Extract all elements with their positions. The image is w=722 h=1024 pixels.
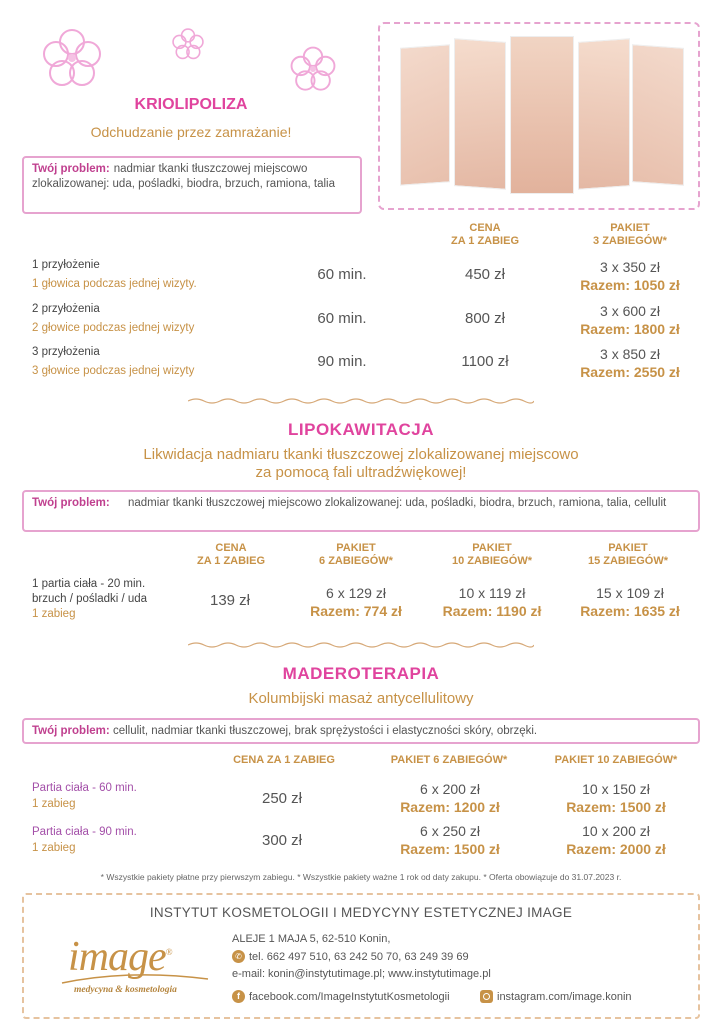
problem-text: nadmiar tkanki tłuszczowej miejscowo zlokalizowanej: uda, pośladki, biodra, brzuch, ramiona, talia, cellulit <box>128 497 667 509</box>
section-subtitle: za pomocą fali ultradźwiękowej! <box>255 464 467 481</box>
package-price: 3 x 350 zł Razem: 1050 zł <box>580 259 680 293</box>
instagram-icon <box>480 990 493 1003</box>
package-price: 10 x 200 zł Razem: 2000 zł <box>566 823 666 857</box>
problem-text: cellulit, nadmiar tkanki tłuszczowej, brak sprężystości i elastyczności skóry, obrzęki. <box>112 725 538 737</box>
body-photo <box>632 44 684 186</box>
section-subtitle: Likwidacja nadmiaru tkanki tłuszczowej zlokalizowanej miejscowo <box>143 446 579 463</box>
body-photo <box>510 36 574 194</box>
section-divider <box>188 396 534 406</box>
section-title: KRIOLIPOLIZA <box>134 96 248 113</box>
flower-decoration <box>42 28 102 88</box>
price: 450 zł <box>464 266 506 283</box>
address: ALEJE 1 MAJA 5, 62-510 Konin, <box>232 933 391 945</box>
problem-label: Twój problem: <box>32 497 110 509</box>
price: 139 zł <box>209 592 251 609</box>
column-header: CENA ZA 1 ZABIEG <box>233 754 335 766</box>
column-header: CENA ZA 1 ZABIEG <box>450 222 520 247</box>
price: 1100 zł <box>461 353 509 370</box>
phone-line: ✆ tel. 662 497 510, 63 242 50 70, 63 249 39 69 <box>232 950 469 963</box>
logo-subtitle: medycyna & kosmetologia <box>74 985 177 995</box>
duration: 90 min. <box>317 353 367 370</box>
price: 300 zł <box>261 832 303 849</box>
facebook-link[interactable]: f facebook.com/ImageInstytutKosmetologii <box>232 990 450 1003</box>
instagram-link[interactable]: instagram.com/image.konin <box>480 990 632 1003</box>
problem-label: Twój problem: <box>32 163 110 175</box>
body-photo <box>578 38 630 190</box>
facebook-icon: f <box>232 990 245 1003</box>
duration: 60 min. <box>317 266 367 283</box>
treatment-label: Partia ciała - 90 min. 1 zabieg <box>32 826 137 854</box>
logo-text: image® <box>68 934 172 980</box>
section-subtitle: Kolumbijski masaż antycellulitowy <box>248 690 474 707</box>
section-divider <box>188 640 534 650</box>
problem-box <box>22 490 700 532</box>
column-header: PAKIET 6 ZABIEGÓW* <box>390 754 508 766</box>
problem-box <box>22 718 700 744</box>
package-price: 15 x 109 zł Razem: 1635 zł <box>580 585 680 619</box>
email-line[interactable]: e-mail: konin@instytutimage.pl; www.instytutimage.pl <box>232 968 491 980</box>
footer-box <box>22 893 700 1019</box>
duration: 60 min. <box>317 310 367 327</box>
package-price: 6 x 250 zł Razem: 1500 zł <box>400 823 500 857</box>
logo-swoosh <box>60 973 210 985</box>
flower-decoration <box>290 46 336 92</box>
body-photo <box>454 38 506 190</box>
footer-title: INSTYTUT KOSMETOLOGII I MEDYCYNY ESTETYCZNEJ IMAGE <box>149 905 573 920</box>
package-price: 6 x 129 zł Razem: 774 zł <box>310 585 402 619</box>
flower-decoration <box>172 28 204 60</box>
treatment-label: 1 przyłożenie 1 głowica podczas jednej wizyty. <box>32 259 197 290</box>
section-title: LIPOKAWITACJA <box>288 420 434 439</box>
package-price: 10 x 150 zł Razem: 1500 zł <box>566 781 666 815</box>
treatment-label: 3 przyłożenia 3 głowice podczas jednej wizyty <box>32 346 195 377</box>
problem-label: Twój problem: <box>32 725 110 737</box>
package-price: 6 x 200 zł Razem: 1200 zł <box>400 781 500 815</box>
package-price: 3 x 600 zł Razem: 1800 zł <box>580 303 680 337</box>
problem-box <box>22 156 362 214</box>
treatment-label: Partia ciała - 60 min. 1 zabieg <box>32 782 137 810</box>
price: 800 zł <box>464 310 506 327</box>
column-header: PAKIET 10 ZABIEGÓW* <box>451 542 533 567</box>
column-header: CENA ZA 1 ZABIEG <box>196 542 266 567</box>
column-header: PAKIET 3 ZABIEGÓW* <box>593 222 667 247</box>
body-photo <box>400 44 450 185</box>
column-header: PAKIET 15 ZABIEGÓW* <box>587 542 669 567</box>
column-header: PAKIET 6 ZABIEGÓW* <box>319 542 393 567</box>
column-header: PAKIET 10 ZABIEGÓW* <box>554 754 678 766</box>
section-title: MADEROTERAPIA <box>282 664 440 683</box>
footnote: * Wszystkie pakiety płatne przy pierwszym zabiegu. * Wszystkie pakiety ważne 1 rok od daty zakupu. * Oferta obowiązuje do 31.07.2023 r. <box>100 872 622 882</box>
treatment-label: 2 przyłożenia 2 głowice podczas jednej wizyty <box>32 303 195 334</box>
price: 250 zł <box>261 790 303 807</box>
package-price: 10 x 119 zł Razem: 1190 zł <box>442 585 542 619</box>
package-price: 3 x 850 zł Razem: 2550 zł <box>580 346 680 380</box>
section-subtitle: Odchudzanie przez zamrażanie! <box>90 124 292 140</box>
treatment-label: 1 partia ciała - 20 min. brzuch / pośladki / uda 1 zabieg <box>32 578 148 620</box>
problem-text: nadmiar tkanki tłuszczowej miejscowo zlokalizowanej: uda, pośladki, biodra, brzuch, ramiona, talia <box>32 163 335 190</box>
brand-logo <box>60 933 210 1003</box>
phone-icon: ✆ <box>232 950 245 963</box>
